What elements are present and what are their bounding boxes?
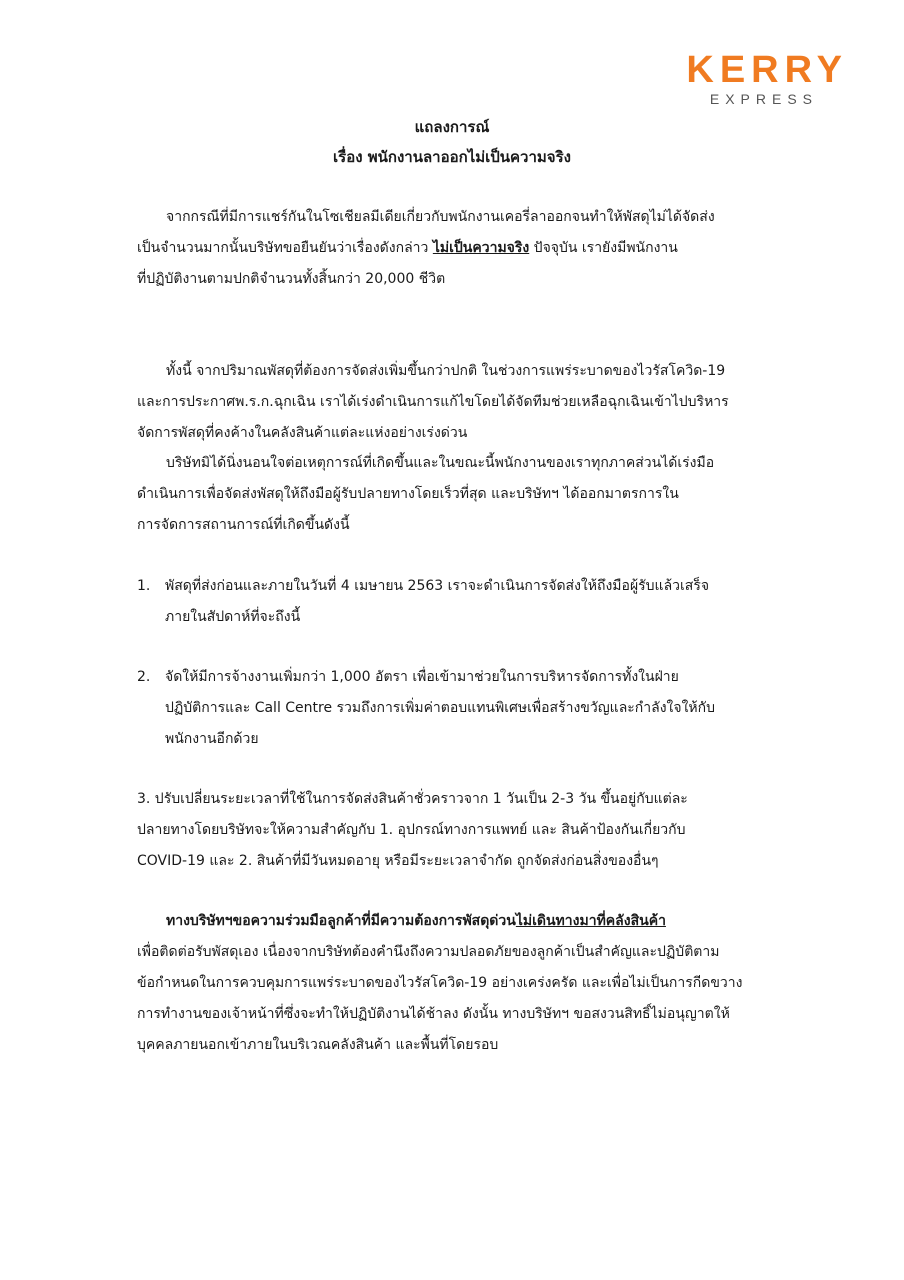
paragraph-2	[137, 356, 793, 449]
paragraph-line: และการประกาศพ.ร.ก.ฉุกเฉิน เราได้เร่งดำเนินการแก้ไขโดยได้จัดทีมช่วยเหลือฉุกเฉินเข้าไปบริหาร	[137, 394, 729, 410]
paragraph-line: บริษัทมิได้นิ่งนอนใจต่อเหตุการณ์ที่เกิดขึ้นและในขณะนี้พนักงานของเราทุกภาคส่วนได้เร่งมือ	[166, 455, 715, 471]
request-cooperation-bold: ทางบริษัทฯขอความร่วมมือลูกค้าที่มีความต้องการพัสดุด่วน	[166, 913, 516, 929]
paragraph-1	[137, 202, 793, 295]
paragraph-line: เพื่อติดต่อรับพัสดุเอง เนื่องจากบริษัทต้องคำนึงถึงความปลอดภัยของลูกค้าเป็นสำคัญและปฏิบัติตาม	[137, 944, 720, 960]
kerry-express-logo	[630, 50, 850, 112]
list-line: ปลายทางโดยบริษัทจะให้ความสำคัญกับ 1. อุปกรณ์ทางการแพทย์ และ สินค้าป้องกันเกี่ยวกับ	[137, 822, 686, 838]
emphasis-do-not-travel: ไม่เดินทางมาที่คลังสินค้า	[515, 913, 666, 929]
list-number: 1.	[137, 578, 151, 594]
document-subject: เรื่อง พนักงานลาออกไม่เป็นความจริง	[333, 148, 571, 166]
paragraph-line: จัดการพัสดุที่คงค้างในคลังสินค้าแต่ละแห่งอย่างเร่งด่วน	[137, 425, 468, 441]
paragraph-line: จากกรณีที่มีการแชร์กันในโซเชียลมีเดียเกี่ยวกับพนักงานเคอรี่ลาออกจนทำให้พัสดุไม่ได้จัดส่ง	[166, 209, 715, 225]
paragraph-line: การทำงานของเจ้าหน้าที่ซึ่งจะทำให้ปฏิบัติงานได้ช้าลง ดังนั้น ทางบริษัทฯ ขอสงวนสิทธิ์ไม่อนุญาตให้	[137, 1006, 730, 1022]
paragraph-line	[137, 906, 793, 937]
list-number: 2.	[137, 669, 151, 685]
paragraph-line: บุคคลภายนอกเข้าภายในบริเวณคลังสินค้า และพื้นที่โดยรอบ	[137, 1037, 499, 1053]
paragraph-5	[137, 906, 793, 1061]
list-line: พัสดุที่ส่งก่อนและภายในวันที่ 4 เมษายน 2563 เราจะดำเนินการจัดส่งให้ถึงมือผู้รับแล้วเสร็จ	[165, 578, 710, 594]
logo-wordmark: KERRY	[686, 49, 848, 91]
logo-subtitle: EXPRESS	[709, 91, 818, 107]
list-item-body	[165, 662, 715, 755]
list-item-body	[165, 571, 709, 633]
paragraph-line: ทั้งนี้ จากปริมาณพัสดุที่ต้องการจัดส่งเพิ่มขึ้นกว่าปกติ ในช่วงการแพร่ระบาดของไวรัสโควิด-19	[166, 363, 726, 379]
list-item-3	[137, 784, 793, 877]
list-line: ภายในสัปดาห์ที่จะถึงนี้	[165, 609, 301, 625]
list-line: พนักงานอีกด้วย	[165, 731, 259, 747]
paragraph-3	[137, 448, 793, 541]
paragraph-line: ดำเนินการเพื่อจัดส่งพัสดุให้ถึงมือผู้รับปลายทางโดยเร็วที่สุด และบริษัทฯ ได้ออกมาตรการใน	[137, 486, 679, 502]
text-run: ปัจจุบัน เรายังมีพนักงาน	[529, 240, 678, 256]
list-line: COVID-19 และ 2. สินค้าที่มีวันหมดอายุ หรือมีระยะเวลาจำกัด ถูกจัดส่งก่อนสิ่งของอื่นๆ	[137, 853, 659, 869]
paragraph-line: การจัดการสถานการณ์ที่เกิดขึ้นดังนี้	[137, 517, 350, 533]
emphasis-not-true: ไม่เป็นความจริง	[432, 240, 530, 256]
list-line: 3. ปรับเปลี่ยนระยะเวลาที่ใช้ในการจัดส่งสินค้าชั่วคราวจาก 1 วันเป็น 2-3 วัน ขึ้นอยู่กับแต่ละ	[137, 791, 688, 807]
document-title: แถลงการณ์	[414, 118, 490, 136]
list-line: จัดให้มีการจ้างงานเพิ่มกว่า 1,000 อัตรา เพื่อเข้ามาช่วยในการบริหารจัดการทั้งในฝ่าย	[165, 669, 679, 685]
text-run: เป็นจำนวนมากนั้นบริษัทขอยืนยันว่าเรื่องดังกล่าว	[137, 240, 433, 256]
list-line: ปฏิบัติการและ Call Centre รวมถึงการเพิ่มค่าตอบแทนพิเศษเพื่อสร้างขวัญและกำลังใจให้กับ	[165, 700, 716, 716]
paragraph-line	[137, 233, 793, 264]
paragraph-line: ข้อกำหนดในการควบคุมการแพร่ระบาดของไวรัสโควิด-19 อย่างเคร่งครัด และเพื่อไม่เป็นการกีดขวาง	[137, 975, 743, 991]
paragraph-line: ที่ปฏิบัติงานตามปกติจำนวนทั้งสิ้นกว่า 20,000 ชีวิต	[137, 271, 446, 287]
